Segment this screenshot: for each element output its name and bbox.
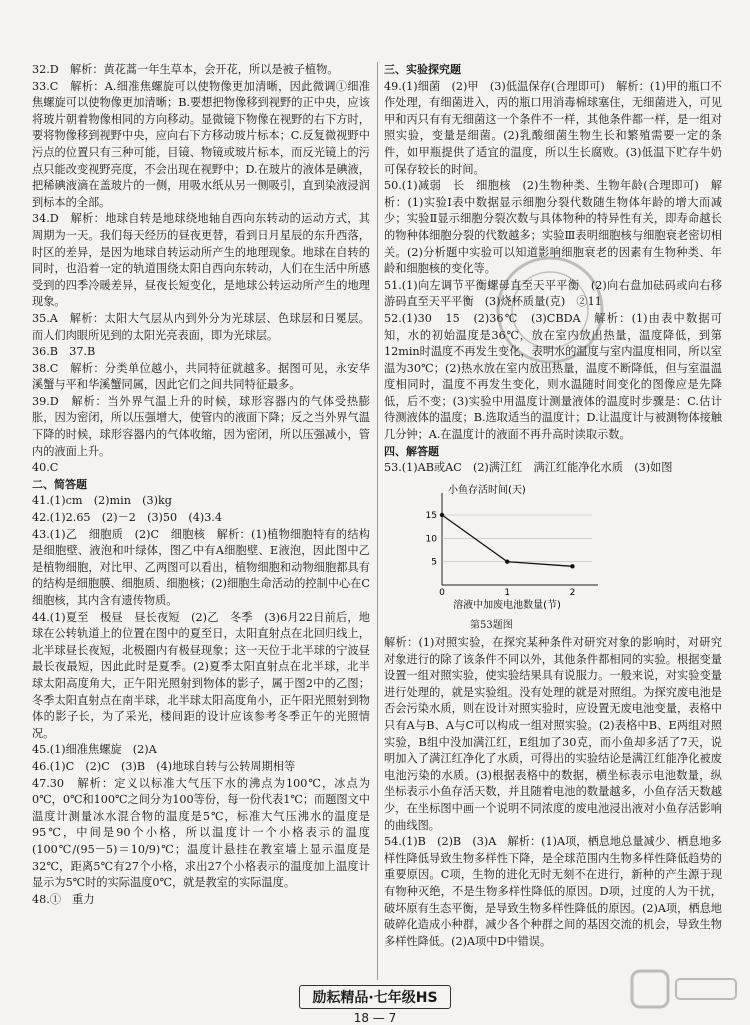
answer-column-right xyxy=(384,62,722,950)
answer-paragraph: 49.(1)细菌 (2)甲 (3)低温保存(合理即可) 解析：(1)甲的瓶口不作处理，有细菌进入，丙的瓶口用消毒棉球塞住，无细菌进入，可见甲和丙只有有无细菌这一个条件不一样，其他条件都一样，是一组对照实验，变量是细菌。(2)乳酸细菌生物生长和繁殖需要一定的条件，如甲瓶提供了适宜的温度，所以生长腐败。(3)低温下贮存牛奶可保存较长的时间。 xyxy=(384,79,722,176)
answer-paragraph: 47.30 解析：定义以标准大气压下水的沸点为100℃，冰点为0℃，0℃和100℃之间分为100等份，每一份代表1℃；而题图文中温度计测量冰水混合物的温度是5℃，标准大气压沸水的温度是95℃，中间是90个小格，所以温度计一个小格表示的温度(100℃/(95－5)＝10/9)℃；温度计悬挂在教室墙上显示温度是32℃，距离5℃有27个小格，求出27个小格表示的温度加上温度计显示为5℃时的实际温度0℃，就是教室的实际温度。 xyxy=(32,776,370,890)
y-tick-label: 10 xyxy=(425,534,437,545)
answer-paragraph: 42.(1)2.65 (2)－2 (3)50 (4)3.4 xyxy=(32,511,222,525)
x-tick-label: 2 xyxy=(569,587,576,598)
section-heading: 二、简答题 xyxy=(32,477,87,491)
data-point xyxy=(570,564,574,568)
answer-paragraph: 48.① 重力 xyxy=(32,892,95,906)
answer-column-left xyxy=(32,62,370,908)
x-tick-label: 0 xyxy=(439,587,445,598)
section-heading: 三、实验探究题 xyxy=(384,63,461,76)
answers-part-b xyxy=(384,635,722,950)
answer-paragraph: 34.D 解析：地球自转是地球绕地轴自西向东转动的运动方式，其周期为一天。我们每天经历的昼夜更替，看到日月星辰的东升西落，时区的差异，是因为地球自转运动所产生的地理现象。地球在自转的同时，也沿着一定的轨道围绕太阳自西向东转动，人们在生活中所感受到的四季冷暖差异，昼夜长短变化，是地球公转运动所产生的地理现象。 xyxy=(32,212,370,309)
q53-caption: 第53题图 xyxy=(470,620,513,632)
y-tick-label: 5 xyxy=(431,557,437,568)
x-tick-label: 1 xyxy=(504,587,511,598)
x-axis-label: 溶液中加废电池数量(节) xyxy=(453,599,561,611)
answer-paragraph: 53.(1)AB或AC (2)满江红 满江红能净化水质 (3)如图 xyxy=(384,461,673,475)
answer-paragraph: 36.B 37.B xyxy=(32,345,96,359)
seal-stamp xyxy=(490,250,610,370)
answer-paragraph: 40.C xyxy=(32,461,59,475)
answer-paragraph: 44.(1)夏至 极昼 昼长夜短 (2)乙 冬季 (3)6月22日前后，地球在公转轨道上的位置在图中的夏至日，太阳直射点在北回归线上，北半球昼长夜短，北极圈内有极昼现象；这一天位于北半球的宁波昼最长夜最短，因此此时是夏季。(2)夏季太阳直射点在北半球，北半球太阳高度角大，正午阳光照射到物体的影子，属于图2中的乙图；冬季太阳直射点在南半球，北半球太阳高度角小，正午阳光照射到物体的影子长，为了采光，楼间距的设计应该参考冬季正午的光照情况。 xyxy=(32,610,370,740)
answer-paragraph: 33.C 解析：A.细准焦螺旋可以使物像更加清晰，因此微调①细准焦螺旋可以使物像更加清晰；B.要想把物像移到视野的正中央，应该将玻片朝着物像相同的方向移动。显微镜下物像在视野的右下方时，要将物像移到视野中央，应向右下方移动玻片标本；C.反复微视野中污点的位置只有三种可能，目镜、物镜或玻片标本，而反光镜上的污点只能改变视野亮度，不会出现在视野中；D.在玻片的液体是碘液，把稀碘液滴在盖玻片的一侧，用吸水纸从另一侧吸引，直到染液浸润到标本的全部。 xyxy=(32,79,370,209)
answer-paragraph: 51.(1)向左调节平衡螺母直至天平平衡 (2)向右盘加砝码或向右移游码直至天平平衡 (3)烧杯质量(克) ②11 xyxy=(384,278,722,309)
answer-paragraph: 解析：(1)对照实验，在探究某种条件对研究对象的影响时，对研究对象进行的除了该条件不同以外，其他条件都相同的实验。根据变量设置一组对照实验，使实验结果具有说服力。一般来说，对实验变量进行处理的，就是实验组。没有处理的就是对照组。为探究废电池是否会污染水质，则在设计对照实验时，应设置无废电池变量，表格中只有A与B、A与C可以构成一组对照实验。(2)表格中B、E两组对照实验，B组中没加满江红，E组加了30克，而小鱼却多活了7天，说明加入了满江红净化了水质，可得出的实验结论是满江红能净化被废电池污染的水质。(3)根据表格中的数据，横坐标表示电池数量，纵坐标表示小鱼存活天数，并且随着电池的数量越多，小鱼存活天数越少，在坐标图中画一个说明不同浓度的废电池浸出液对小鱼存活影响的曲线图。 xyxy=(384,636,722,832)
y-axis-label: 小鱼存活时间(天) xyxy=(448,484,526,496)
y-tick-label: 15 xyxy=(425,510,437,521)
section-heading: 四、解答题 xyxy=(384,444,439,458)
answer-paragraph: 39.D 解析：当外界气温上升的时候，球形容器内的气体受热膨胀，因为密闭，所以压强增大，使管内的液面下降；反之当外界气温下降的时候，球形容器内的气体收缩，因为密闭，所以压强减小，管内的液面上升。 xyxy=(32,394,370,458)
answer-paragraph: 46.(1)C (2)C (3)B (4)地球自转与公转周期相等 xyxy=(32,759,296,773)
data-point xyxy=(505,559,509,563)
column-divider xyxy=(377,62,378,980)
answer-paragraph: 50.(1)减弱 长 细胞核 (2)生物种类、生物年龄(合理即可) 解析：(1)实验Ⅰ表中数据显示细胞分裂代数随生物体年龄的增大而减少；实验Ⅱ显示细胞分裂次数与具体物种的特异性有关，即寿命越长的物种体细胞分裂的代数越多；实验Ⅲ表明细胞核与细胞衰老密切相关。(2)分析题中实验可以知道影响细胞衰老的因素有生物种类、年龄和细胞核的变化等。 xyxy=(384,179,722,276)
answer-paragraph: 35.A 解析：太阳大气层从内到外分为光球层、色球层和日冕层。而人们肉眼所见到的太阳光亮表面，即为光球层。 xyxy=(32,311,370,342)
answer-paragraph: 52.(1)30 15 (2)36℃ (3)CBDA 解析：(1)由表中数据可知，水的初始温度是36℃，放在室内放出热量，温度降低，到第12min时温度不再发生变化，表明水的温度与室内温度相同，所以室温为30℃；(2)热水放在室内放出热量，温度不断降低，但与室温温度相同时，温度不再发生变化，则水温随时间变化的图像应是先降低，后不变；(3)实验中用温度计测量液体的温度时步骤是：C.估计待测液体的温度；B.选取适当的温度计；D.让温度计与被测物体接触几分钟；A.在温度计的液面不再升高时读取示数。 xyxy=(384,311,722,442)
answer-paragraph: 45.(1)细准焦螺旋 (2)A xyxy=(32,743,157,757)
answer-paragraph: 43.(1)乙 细胞质 (2)C 细胞核 解析：(1)植物细胞特有的结构是细胞壁、液泡和叶绿体，图乙中有A细胞壁、E液泡，因此图中乙是植物细胞，对比甲、乙两图可以看出，植物细胞和动物细胞都具有的结构是细胞膜、细胞质、细胞核；(2)细胞生命活动的控制中心在C细胞核，其内含有遗传物质。 xyxy=(32,527,370,607)
answer-paragraph: 41.(1)cm (2)min (3)kg xyxy=(32,494,172,508)
series-line xyxy=(442,515,572,566)
brand-label: 励耘精品·七年级HS xyxy=(299,985,450,1009)
q53-line-chart xyxy=(402,481,612,611)
data-point xyxy=(440,513,444,517)
answer-paragraph: 54.(1)B (2)B (3)A 解析：(1)A项，栖息地总量减少、栖息地多样性降低导致生物多样性下降，是全球范围内生物多样性降低趋势的重要原因。C项，生物的进化无时无刻不在进行，新种的产生源于现有物种灭绝，不是生物多样性降低的原因。D项，过度的人为干扰，破坏原有生态平衡，是导致生物多样性降低的原因。(2)A项，栖息地破碎化造成小种群，减少各个种群之间的基因交流的机会，导致生物多样性降低。(2)A项中D中错误。 xyxy=(384,835,722,948)
watermark-logo xyxy=(630,965,740,1013)
answer-paragraph: 38.C 解析：分类单位越小，共同特征就越多。据图可见，永安华溪蟹与平和华溪蟹同属，因此它们之间共同特征最多。 xyxy=(32,361,370,392)
answer-paragraph: 32.D 解析：黄花蒿一年生草本，会开花，所以是被子植物。 xyxy=(32,63,339,76)
page-number: 18 — 7 xyxy=(353,1011,397,1025)
